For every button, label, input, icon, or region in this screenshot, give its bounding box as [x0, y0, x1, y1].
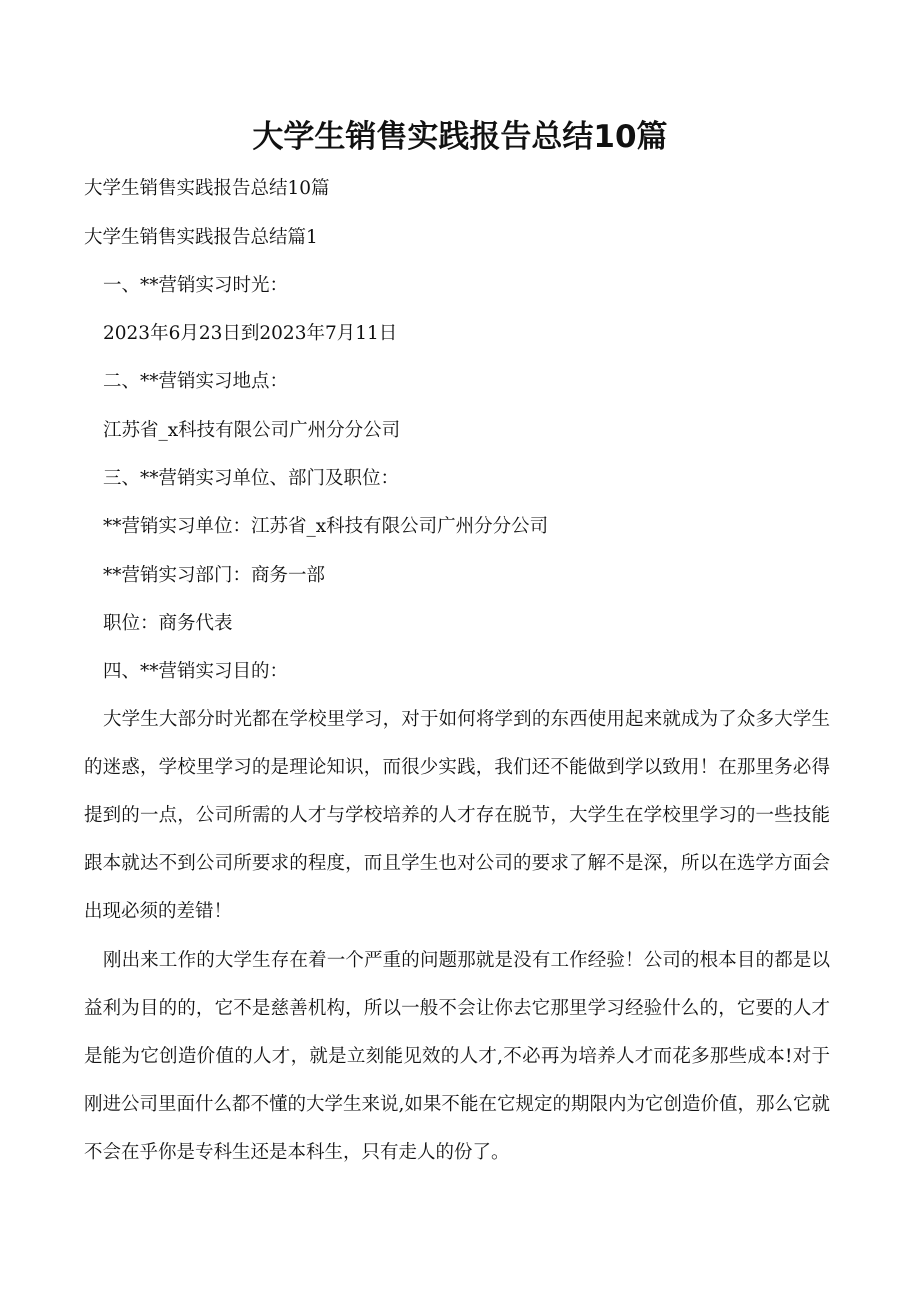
heading-internship-unit: 三、**营销实习单位、部门及职位： [103, 468, 400, 489]
heading-internship-time: 一、**营销实习时光： [103, 275, 289, 296]
internship-location-value: 江苏省_x科技有限公司广州分分公司 [103, 420, 401, 441]
internship-time-value: 2023年6月23日到2023年7月11日 [103, 323, 398, 344]
heading-internship-purpose: 四、**营销实习目的： [103, 661, 289, 682]
heading-internship-location: 二、**营销实习地点： [103, 371, 289, 392]
section-heading: 大学生销售实践报告总结篇1 [84, 227, 318, 248]
document-subtitle: 大学生销售实践报告总结10篇 [84, 178, 330, 199]
internship-unit-value: **营销实习单位：江苏省_x科技有限公司广州分分公司 [103, 516, 549, 537]
paragraph-experience: 刚出来工作的大学生存在着一个严重的问题那就是没有工作经验！公司的根本目的都是以益利为目的的，它不是慈善机构，所以一般不会让你去它那里学习经验什么的，它要的人才是能为它创造价值的人才，就是立刻能见效的人才,不必再为培养人才而花多那些成本!对于刚进公司里面什么都不懂的大学生来说,如果不能在它规定的期限内为它创造价值，那么它就不会在乎你是专科生还是本科生，只有走人的份了。 [84, 950, 830, 1163]
document-title: 大学生销售实践报告总结10篇 [252, 119, 668, 155]
internship-position-value: 职位：商务代表 [103, 613, 233, 634]
internship-department-value: **营销实习部门：商务一部 [103, 565, 326, 586]
paragraph-purpose: 大学生大部分时光都在学校里学习，对于如何将学到的东西使用起来就成为了众多大学生的迷惑，学校里学习的是理论知识，而很少实践，我们还不能做到学以致用！在那里务必得提到的一点，公司所需的人才与学校培养的人才存在脱节，大学生在学校里学习的一些技能跟本就达不到公司所要求的程度，而且学生也对公司的要求了解不是深，所以在选学方面会出现必须的差错！ [84, 709, 830, 922]
